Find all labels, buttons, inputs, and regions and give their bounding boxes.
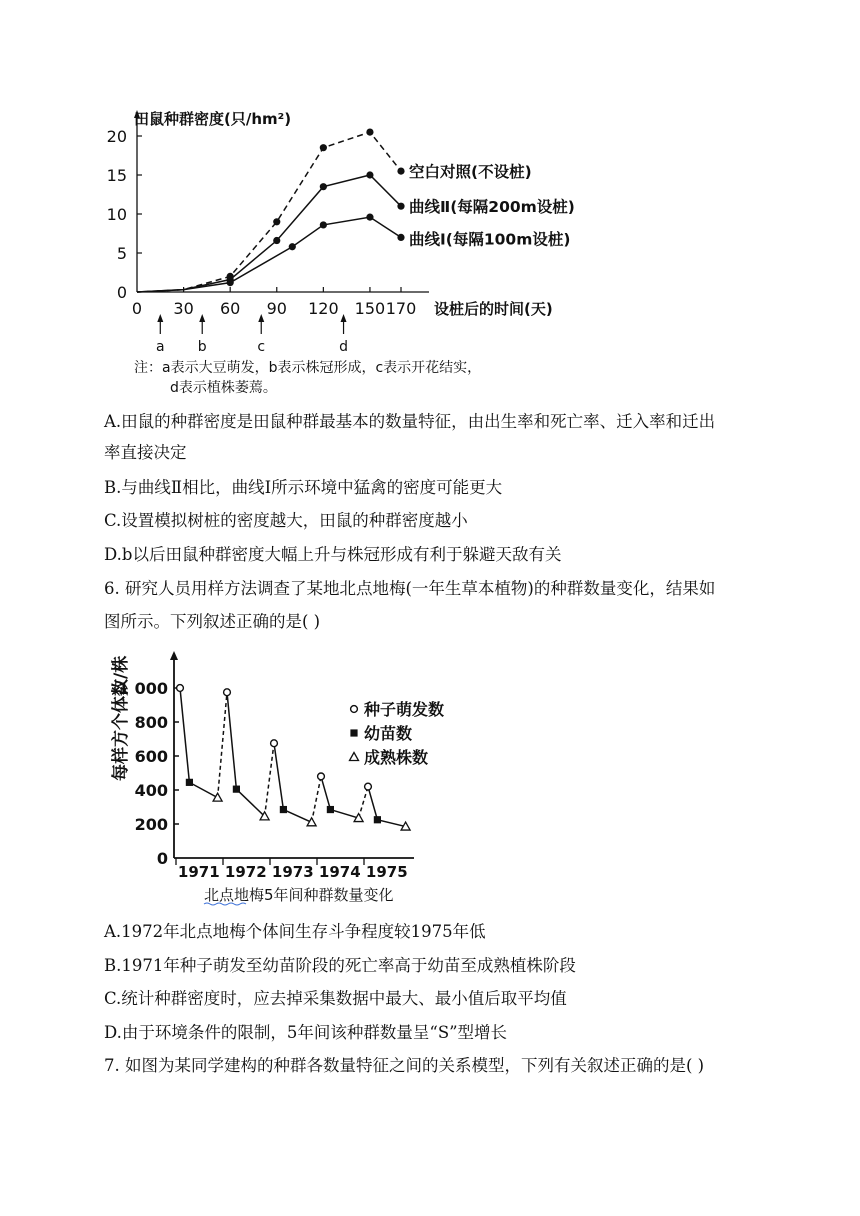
data-point bbox=[233, 786, 240, 793]
series-segment bbox=[368, 787, 377, 820]
q6-stem-line1: 6. 研究人员用样方法调查了某地北点地梅(一年生草本植物)的种群数量变化，结果如 bbox=[104, 579, 716, 598]
data-point bbox=[374, 816, 381, 823]
q6-option-a: A.1972年北点地梅个体间生存斗争程度较1975年低 bbox=[104, 922, 486, 941]
marker-label: a bbox=[155, 339, 165, 355]
q5-option-c: C.设置模拟树桩的密度越大，田鼠的种群密度越小 bbox=[104, 511, 468, 530]
data-point bbox=[273, 237, 280, 244]
chart-title: 北点地梅5年间种群数量变化 bbox=[204, 886, 394, 904]
series-segment bbox=[359, 787, 368, 818]
legend-label: 空白对照(不设桩) bbox=[409, 163, 532, 182]
marker-label: b bbox=[197, 339, 207, 355]
data-point bbox=[365, 783, 372, 790]
data-point bbox=[280, 806, 287, 813]
data-point bbox=[177, 685, 184, 692]
legend-marker bbox=[350, 753, 359, 761]
q5-option-a-line2: 率直接决定 bbox=[104, 443, 187, 462]
marker-label: c bbox=[257, 339, 266, 355]
x-tick-label: 60 bbox=[219, 299, 241, 318]
q5-option-a-line1: A.田鼠的种群密度是田鼠种群最基本的数量特征，由出生率和死亡率、迁入率和迁出 bbox=[104, 412, 716, 431]
series-segment bbox=[312, 776, 321, 822]
data-point bbox=[320, 183, 327, 190]
series-segment bbox=[321, 776, 330, 809]
x-tick-label: 30 bbox=[173, 299, 194, 318]
data-point bbox=[320, 144, 327, 151]
data-point bbox=[271, 740, 278, 747]
x-tick-label: 90 bbox=[266, 299, 287, 318]
y-tick-label: 5 bbox=[116, 244, 127, 263]
y-tick-label: 800 bbox=[134, 713, 168, 732]
y-tick-label: 200 bbox=[134, 815, 168, 834]
x-tick-label: 170 bbox=[385, 299, 417, 318]
series-segment bbox=[377, 820, 405, 827]
x-tick-label: 1974 bbox=[318, 863, 361, 881]
y-tick-label: 15 bbox=[106, 166, 127, 185]
data-point bbox=[224, 689, 231, 696]
chart-note-line2: d表示植株萎蔫。 bbox=[170, 380, 277, 396]
data-point bbox=[397, 203, 404, 210]
x-tick-label: 0 bbox=[131, 299, 143, 318]
q5-option-b: B.与曲线Ⅱ相比，曲线Ⅰ所示环境中猛禽的密度可能更大 bbox=[104, 478, 503, 497]
x-tick-label: 1975 bbox=[365, 863, 408, 881]
y-tick-label: 400 bbox=[134, 781, 168, 800]
y-tick-label: 1 000 bbox=[117, 679, 168, 698]
series-segment bbox=[265, 743, 274, 816]
data-point bbox=[397, 234, 404, 241]
marker-label: d bbox=[339, 339, 348, 355]
x-tick-label: 1973 bbox=[271, 863, 314, 881]
series-segment bbox=[283, 810, 311, 823]
series-segment bbox=[330, 810, 358, 819]
series-line bbox=[137, 132, 401, 292]
data-point bbox=[307, 818, 316, 826]
legend-label: 成熟株数 bbox=[364, 748, 429, 767]
series-line bbox=[137, 175, 401, 292]
x-axis-label: 设桩后的时间(天) bbox=[434, 300, 553, 318]
legend-label: 种子萌发数 bbox=[364, 700, 444, 719]
y-tick-label: 0 bbox=[156, 849, 168, 868]
data-point bbox=[320, 221, 327, 228]
y-tick-label: 0 bbox=[116, 283, 127, 302]
x-tick-label: 120 bbox=[308, 299, 339, 318]
data-point bbox=[366, 214, 373, 221]
x-tick-label: 1971 bbox=[177, 863, 220, 881]
y-tick-label: 10 bbox=[106, 205, 127, 224]
legend-marker bbox=[351, 706, 358, 713]
y-tick-label: 600 bbox=[134, 747, 168, 766]
legend-label: 曲线Ⅱ(每隔200m设桩) bbox=[409, 198, 575, 217]
series-segment bbox=[236, 789, 264, 816]
data-point bbox=[366, 129, 373, 136]
series-segment bbox=[218, 692, 227, 797]
q6-stem-line2: 图所示。下列叙述正确的是( ) bbox=[104, 612, 321, 631]
q5-option-d: D.b以后田鼠种群密度大幅上升与株冠形成有利于躲避天敌有关 bbox=[104, 545, 562, 564]
legend-label: 幼苗数 bbox=[364, 724, 413, 743]
series-segment bbox=[189, 782, 217, 797]
data-point bbox=[227, 279, 234, 286]
q7-stem: 7. 如图为某同学建构的种群各数量特征之间的关系模型，下列有关叙述正确的是( ) bbox=[104, 1056, 705, 1075]
y-tick-label: 20 bbox=[106, 127, 127, 146]
q6-option-d: D.由于环境条件的限制，5年间该种群数量呈“S”型增长 bbox=[104, 1023, 508, 1042]
data-point bbox=[318, 773, 325, 780]
series-segment bbox=[274, 743, 283, 809]
data-point bbox=[273, 218, 280, 225]
androsace-population-chart bbox=[104, 646, 444, 908]
vole-density-chart bbox=[104, 100, 624, 400]
q6-option-c: C.统计种群密度时，应去掉采集数据中最大、最小值后取平均值 bbox=[104, 989, 567, 1008]
data-point bbox=[186, 779, 193, 786]
legend-label: 曲线Ⅰ(每隔100m设桩) bbox=[409, 230, 571, 249]
y-axis-label: 每样方个体数/株 bbox=[111, 655, 131, 781]
series-line bbox=[137, 217, 401, 292]
legend-marker bbox=[350, 729, 357, 736]
chart-note-line1: 注：a表示大豆萌发，b表示株冠形成，c表示开花结实， bbox=[134, 360, 482, 376]
series-segment bbox=[180, 688, 189, 782]
q6-option-b: B.1971年种子萌发至幼苗阶段的死亡率高于幼苗至成熟植株阶段 bbox=[104, 956, 576, 975]
y-axis-label: 田鼠种群密度(只/hm²) bbox=[134, 110, 292, 128]
data-point bbox=[327, 806, 334, 813]
data-point bbox=[289, 243, 296, 250]
data-point bbox=[213, 793, 222, 801]
data-point bbox=[397, 168, 404, 175]
data-point bbox=[366, 171, 373, 178]
x-tick-label: 150 bbox=[354, 299, 386, 318]
series-segment bbox=[227, 692, 236, 789]
x-tick-label: 1972 bbox=[224, 863, 267, 881]
